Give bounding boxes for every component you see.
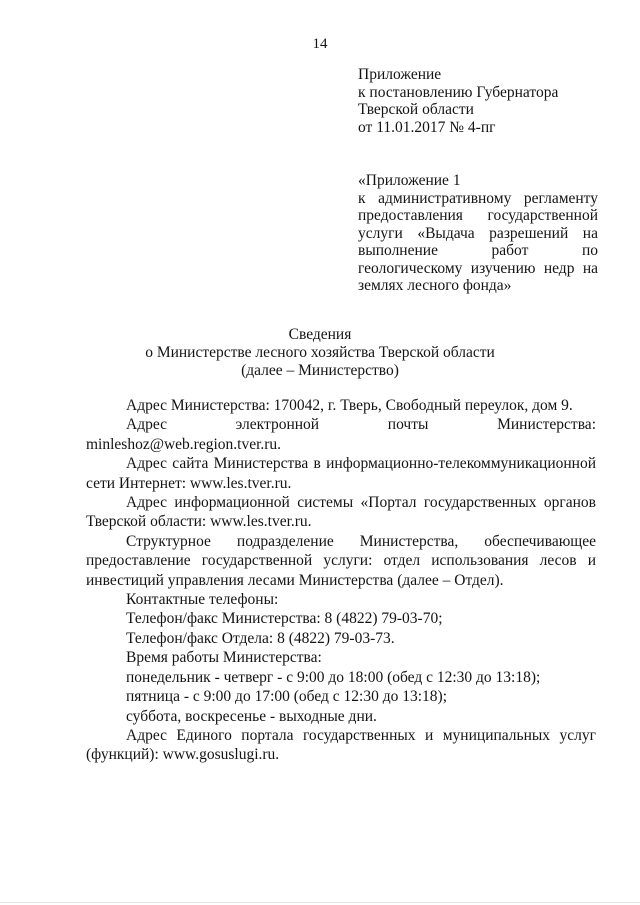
appendix-reference-line: землях лесного фонда» [358,277,512,294]
paragraph-hours-friday: пятница - с 9:00 до 17:00 (обед с 12:30 до 13:18); [126,688,448,706]
appendix-header [358,66,558,136]
paragraph-phone-department: Телефон/факс Отдела: 8 (4822) 79-03-73. [126,629,395,647]
appendix-header-line: Приложение [358,66,442,83]
paragraph-hours-weekdays: понедельник - четверг - с 9:00 до 18:00 (обед с 12:30 до 13:18); [126,668,541,686]
paragraph-address: Адрес Министерства: 170042, г. Тверь, Свободный переулок, дом 9. [126,397,573,414]
paragraph-hours-heading: Время работы Министерства: [126,649,322,667]
paragraph-info-system: Адрес информационной системы «Портал государственных органов Тверской области: www.les.tver.ru. [86,494,596,531]
title-line: о Министерстве лесного хозяйства Тверской области [145,343,495,361]
paragraph-contacts-heading: Контактные телефоны: [126,591,279,609]
paragraph-hours-weekend: суббота, воскресенье - выходные дни. [126,707,377,725]
title-line: Сведения [288,326,352,343]
appendix-reference-line: услуги «Выдача разрешений на [358,224,598,242]
document-body [86,396,596,765]
appendix-header-line: Тверской области [358,101,474,118]
appendix-header-line: к постановлению Губернатора [358,83,559,101]
appendix-reference-line: к административному регламенту [358,189,598,207]
paragraph-phone-ministry: Телефон/факс Министерства: 8 (4822) 79-03-70; [126,610,443,628]
appendix-reference-line: «Приложение 1 [358,172,461,189]
page-number: 14 [312,36,328,52]
appendix-reference-line: геологическому изучению недр на [358,259,598,277]
paragraph-division: Структурное подразделение Министерства, обеспечивающее предоставление государственной услуги: отдел использования лесов и инвестиций управления лесами Министерства (далее – Отдел). [86,532,596,589]
document-title [0,326,640,379]
appendix-reference-line: выполнение работ по [358,242,598,259]
appendix-reference [358,172,598,295]
title-line: (далее – Министерство) [241,361,399,379]
scan-edge-line [0,902,640,903]
paragraph-email: Адрес электронной почты Министерства: minleshoz@web.region.tver.ru. [86,416,596,453]
appendix-reference-line: предоставления государственной [358,207,598,224]
paragraph-website: Адрес сайта Министерства в информационно-телекоммуникационной сети Интернет: www.les.tver.ru. [86,455,596,492]
paragraph-gosuslugi: Адрес Единого портала государственных и муниципальных услуг (функций): www.gosuslugi.ru. [86,726,596,764]
appendix-header-line: от 11.01.2017 № 4-пг [358,118,496,136]
